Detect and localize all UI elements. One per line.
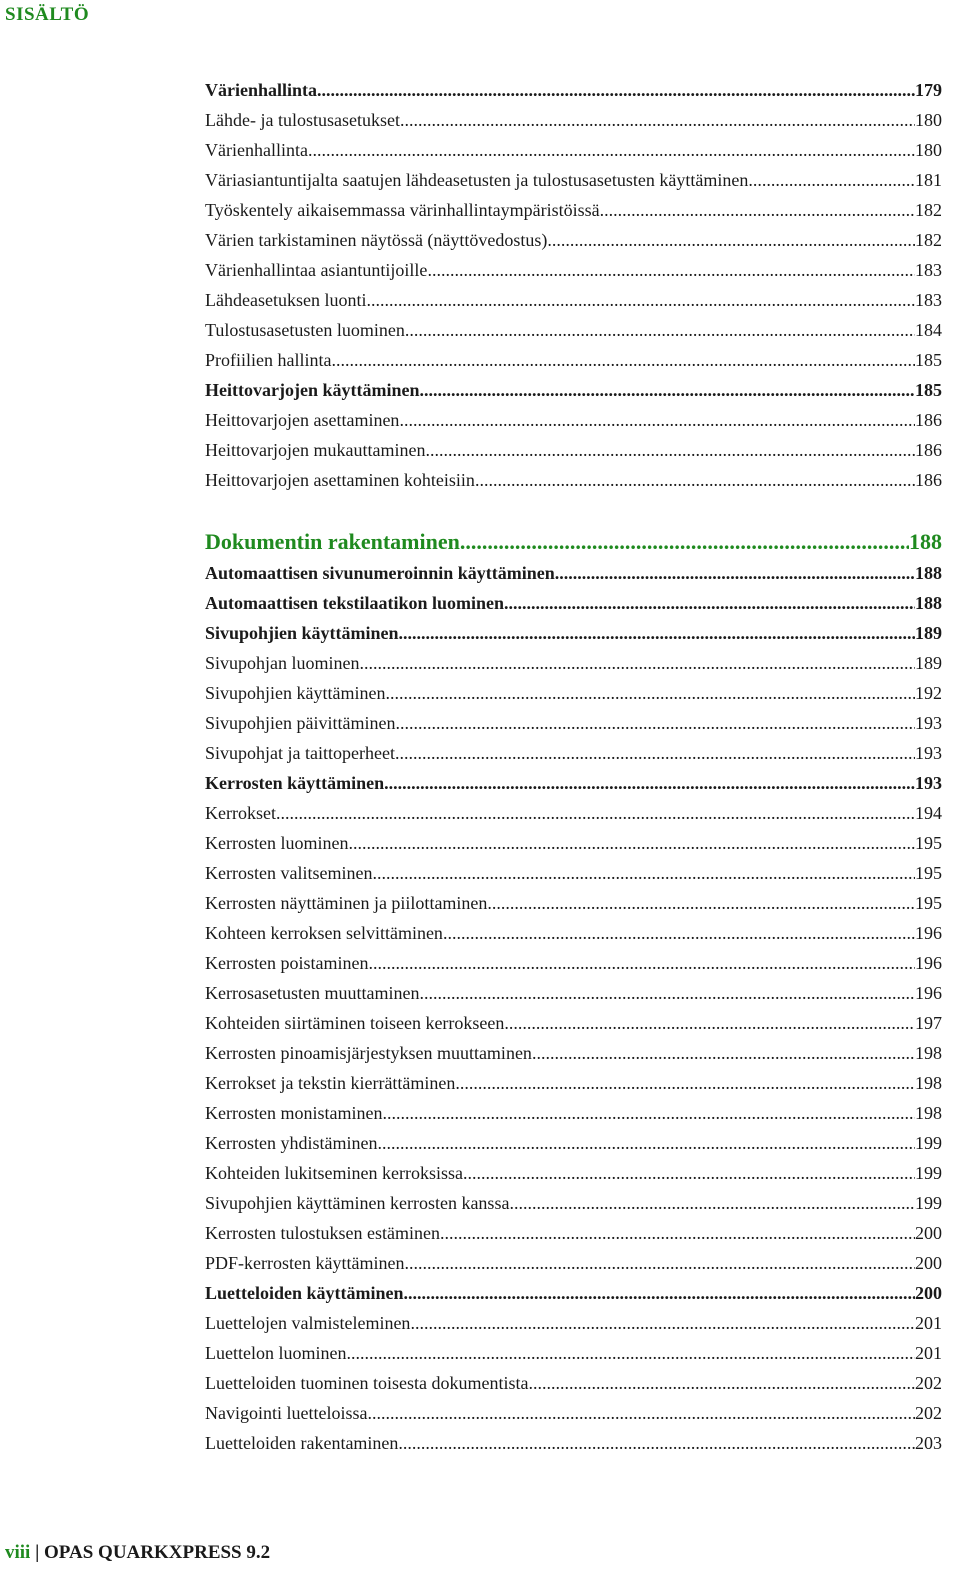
toc-entry-page: 199 xyxy=(915,1133,942,1153)
toc-entry-title: Kerrosten poistaminen xyxy=(205,953,369,973)
toc-entry-page: 197 xyxy=(915,1013,942,1033)
toc-leader-dots xyxy=(384,768,915,798)
toc-leader-dots xyxy=(509,1188,915,1218)
toc-entry-title: Tulostusasetusten luominen xyxy=(205,320,405,340)
toc-entry[interactable] xyxy=(205,978,942,1008)
toc-leader-dots xyxy=(382,1098,915,1128)
toc-entry-title: Heittovarjojen käyttäminen xyxy=(205,380,420,400)
toc-entry-page: 199 xyxy=(915,1193,942,1213)
toc-entry-title: Kerrosten yhdistäminen xyxy=(205,1133,378,1153)
toc-leader-dots xyxy=(419,375,915,405)
toc-entry-title: Kerrosten pinoamisjärjestyksen muuttaminen xyxy=(205,1043,532,1063)
toc-leader-dots xyxy=(532,1038,915,1068)
toc-entry-title: Sivupohjien päivittäminen xyxy=(205,713,396,733)
toc-entry-title: Luettelojen valmisteleminen xyxy=(205,1313,411,1333)
toc-entry-page: 185 xyxy=(915,350,942,370)
toc-entry[interactable] xyxy=(205,828,942,858)
toc-entry-title: Lähdeasetuksen luonti xyxy=(205,290,367,310)
toc-entry-page: 193 xyxy=(915,743,942,763)
toc-entry-page: 198 xyxy=(915,1073,942,1093)
toc-leader-dots xyxy=(600,195,915,225)
toc-entry-title: Automaattisen tekstilaatikon luominen xyxy=(205,593,505,613)
toc-entry[interactable] xyxy=(205,465,942,495)
toc-entry-page: 183 xyxy=(915,260,942,280)
toc-entry-page: 193 xyxy=(915,773,942,793)
toc-entry[interactable] xyxy=(205,1128,942,1158)
toc-entry[interactable] xyxy=(205,195,942,225)
toc-leader-dots xyxy=(317,75,915,105)
toc-entry-title: Heittovarjojen mukauttaminen xyxy=(205,440,426,460)
toc-leader-dots xyxy=(400,105,915,135)
toc-entry-page: 202 xyxy=(915,1373,942,1393)
toc-leader-dots xyxy=(460,525,909,558)
toc-entry[interactable] xyxy=(205,1098,942,1128)
toc-entry-page: 188 xyxy=(915,593,942,613)
toc-entry[interactable] xyxy=(205,708,942,738)
toc-leader-dots xyxy=(399,405,915,435)
toc-entry[interactable] xyxy=(205,375,942,405)
toc-entry-title: PDF-kerrosten käyttäminen xyxy=(205,1253,405,1273)
toc-entry[interactable] xyxy=(205,1218,942,1248)
toc-entry-page: 200 xyxy=(915,1253,942,1273)
toc-entry[interactable] xyxy=(205,135,942,165)
page-header-title: SISÄLTÖ xyxy=(5,4,90,25)
toc-entry-title: Kerrosten luominen xyxy=(205,833,349,853)
toc-leader-dots xyxy=(372,858,915,888)
toc-leader-dots xyxy=(443,918,915,948)
toc-entry[interactable] xyxy=(205,1158,942,1188)
toc-leader-dots xyxy=(555,558,915,588)
toc-entry[interactable] xyxy=(205,558,942,588)
toc-entry[interactable] xyxy=(205,798,942,828)
toc-entry-page: 186 xyxy=(915,410,942,430)
toc-leader-dots xyxy=(475,465,915,495)
toc-entry-title: Sivupohjien käyttäminen xyxy=(205,623,399,643)
toc-entry-title: Kohteen kerroksen selvittäminen xyxy=(205,923,443,943)
toc-entry-page: 203 xyxy=(915,1433,942,1453)
toc-leader-dots xyxy=(528,1368,915,1398)
toc-leader-dots xyxy=(368,948,915,978)
toc-leader-dots xyxy=(404,1248,915,1278)
toc-leader-dots xyxy=(455,1068,915,1098)
toc-entry-title: Lähde- ja tulostusasetukset xyxy=(205,110,400,130)
toc-leader-dots xyxy=(748,165,915,195)
toc-entry-title: Sivupohjan luominen xyxy=(205,653,360,673)
toc-entry-title: Kerrokset ja tekstin kierrättäminen xyxy=(205,1073,456,1093)
toc-leader-dots xyxy=(346,1338,915,1368)
toc-entry[interactable] xyxy=(205,225,942,255)
toc-entry[interactable] xyxy=(205,738,942,768)
footer-page-number: viii xyxy=(5,1542,31,1563)
toc-entry[interactable] xyxy=(205,75,942,105)
toc-entry-title: Luetteloiden käyttäminen xyxy=(205,1283,404,1303)
toc-entry[interactable] xyxy=(205,435,942,465)
toc-entry[interactable] xyxy=(205,1038,942,1068)
toc-entry[interactable] xyxy=(205,648,942,678)
toc-entry[interactable] xyxy=(205,285,942,315)
toc-entry-page: 198 xyxy=(915,1103,942,1123)
toc-leader-dots xyxy=(427,255,915,285)
toc-leader-dots xyxy=(504,588,915,618)
toc-entry-page: 182 xyxy=(915,230,942,250)
toc-leader-dots xyxy=(547,225,915,255)
toc-entry-page: 198 xyxy=(915,1043,942,1063)
toc-entry[interactable] xyxy=(205,1308,942,1338)
toc-entry-page: 193 xyxy=(915,713,942,733)
toc-leader-dots xyxy=(395,708,915,738)
toc-entry-title: Kohteiden lukitseminen kerroksissa xyxy=(205,1163,463,1183)
toc-entry[interactable] xyxy=(205,888,942,918)
page-footer xyxy=(5,1542,270,1564)
toc-entry-title: Automaattisen sivunumeroinnin käyttäminen xyxy=(205,563,555,583)
toc-leader-dots xyxy=(385,678,915,708)
toc-entry-page: 184 xyxy=(915,320,942,340)
toc-chapter-page: 188 xyxy=(909,529,942,554)
toc-entry-title: Kerrosten monistaminen xyxy=(205,1103,383,1123)
toc-entry-page: 182 xyxy=(915,200,942,220)
toc-leader-dots xyxy=(399,618,915,648)
toc-entry[interactable] xyxy=(205,1248,942,1278)
toc-entry[interactable] xyxy=(205,1338,942,1368)
toc-entry[interactable] xyxy=(205,1368,942,1398)
toc-entry[interactable] xyxy=(205,1008,942,1038)
toc-entry-title: Kerrokset xyxy=(205,803,276,823)
toc-entry[interactable] xyxy=(205,618,942,648)
toc-leader-dots xyxy=(405,315,915,345)
toc-entry-title: Kerrosten käyttäminen xyxy=(205,773,385,793)
toc-entry-title: Värien tarkistaminen näytössä (näyttövedostus) xyxy=(205,230,548,250)
toc-entry-title: Värienhallintaa asiantuntijoille xyxy=(205,260,428,280)
toc-section-color-management xyxy=(205,75,942,495)
toc-entry-page: 200 xyxy=(915,1283,942,1303)
toc-entry[interactable] xyxy=(205,1428,942,1458)
toc-entry[interactable] xyxy=(205,768,942,798)
toc-entry[interactable] xyxy=(205,1068,942,1098)
toc-entry-page: 181 xyxy=(915,170,942,190)
toc-entry-page: 180 xyxy=(915,110,942,130)
toc-entry-page: 179 xyxy=(915,80,942,100)
toc-entry-page: 183 xyxy=(915,290,942,310)
toc-leader-dots xyxy=(398,1428,915,1458)
toc-entry-title: Luetteloiden rakentaminen xyxy=(205,1433,399,1453)
toc-entry-page: 201 xyxy=(915,1343,942,1363)
table-of-contents xyxy=(205,75,942,1458)
toc-leader-dots xyxy=(404,1278,915,1308)
toc-entry-title: Sivupohjat ja taittoperheet xyxy=(205,743,395,763)
toc-entry-page: 199 xyxy=(915,1163,942,1183)
toc-entry[interactable] xyxy=(205,105,942,135)
toc-entry-title: Kohteiden siirtäminen toiseen kerrokseen xyxy=(205,1013,505,1033)
toc-entry-title: Sivupohjien käyttäminen kerrosten kanssa xyxy=(205,1193,510,1213)
toc-entry-page: 195 xyxy=(915,893,942,913)
toc-leader-dots xyxy=(367,1398,915,1428)
toc-leader-dots xyxy=(366,285,915,315)
toc-entry-page: 201 xyxy=(915,1313,942,1333)
toc-leader-dots xyxy=(504,1008,915,1038)
toc-chapter-title: Dokumentin rakentaminen xyxy=(205,529,460,554)
toc-entry-page: 180 xyxy=(915,140,942,160)
toc-leader-dots xyxy=(410,1308,915,1338)
toc-entry-title: Värienhallinta xyxy=(205,140,308,160)
toc-entry[interactable] xyxy=(205,1188,942,1218)
toc-entry[interactable] xyxy=(205,405,942,435)
toc-entry[interactable] xyxy=(205,948,942,978)
toc-chapter-heading[interactable] xyxy=(205,525,942,558)
toc-entry[interactable] xyxy=(205,1278,942,1308)
toc-leader-dots xyxy=(348,828,915,858)
toc-entry-page: 192 xyxy=(915,683,942,703)
toc-leader-dots xyxy=(360,648,916,678)
toc-entry-title: Kerrosten näyttäminen ja piilottaminen xyxy=(205,893,488,913)
toc-entry[interactable] xyxy=(205,255,942,285)
toc-entry-title: Väriasiantuntijalta saatujen lähdeasetusten ja tulostusasetusten käyttäminen xyxy=(205,170,749,190)
toc-entry-title: Heittovarjojen asettaminen xyxy=(205,410,400,430)
toc-entry-title: Profiilien hallinta xyxy=(205,350,332,370)
toc-entry-page: 196 xyxy=(915,923,942,943)
toc-leader-dots xyxy=(377,1128,915,1158)
toc-entry-title: Luettelon luominen xyxy=(205,1343,347,1363)
toc-entry-title: Kerrosten tulostuksen estäminen xyxy=(205,1223,440,1243)
toc-entry-page: 202 xyxy=(915,1403,942,1423)
toc-entry[interactable] xyxy=(205,918,942,948)
toc-leader-dots xyxy=(419,978,915,1008)
toc-leader-dots xyxy=(276,798,915,828)
toc-entry-page: 195 xyxy=(915,833,942,853)
toc-entry-title: Kerrosasetusten muuttaminen xyxy=(205,983,420,1003)
toc-entry-title: Värienhallinta xyxy=(205,80,318,100)
toc-leader-dots xyxy=(487,888,915,918)
toc-entry[interactable] xyxy=(205,588,942,618)
toc-leader-dots xyxy=(425,435,915,465)
toc-entry-page: 185 xyxy=(915,380,942,400)
toc-entry-title: Luetteloiden tuominen toisesta dokumentista xyxy=(205,1373,529,1393)
toc-entry-title: Työskentely aikaisemmassa värinhallintaympäristöissä xyxy=(205,200,600,220)
toc-leader-dots xyxy=(440,1218,915,1248)
toc-entry-title: Sivupohjien käyttäminen xyxy=(205,683,386,703)
footer-separator: | xyxy=(30,1542,45,1563)
toc-leader-dots xyxy=(463,1158,915,1188)
toc-entry-page: 196 xyxy=(915,953,942,973)
footer-title: OPAS QUARKXPRESS 9.2 xyxy=(44,1542,271,1563)
toc-entry-page: 186 xyxy=(915,440,942,460)
toc-entry[interactable] xyxy=(205,315,942,345)
toc-entry[interactable] xyxy=(205,165,942,195)
toc-leader-dots xyxy=(308,135,915,165)
toc-entry-title: Kerrosten valitseminen xyxy=(205,863,373,883)
toc-section-document-building xyxy=(205,558,942,1458)
toc-entry[interactable] xyxy=(205,1398,942,1428)
toc-leader-dots xyxy=(395,738,915,768)
toc-entry-page: 195 xyxy=(915,863,942,883)
toc-entry-page: 188 xyxy=(915,563,942,583)
toc-entry[interactable] xyxy=(205,678,942,708)
toc-entry-title: Heittovarjojen asettaminen kohteisiin xyxy=(205,470,475,490)
toc-entry-title: Navigointi luetteloissa xyxy=(205,1403,368,1423)
toc-entry-page: 186 xyxy=(915,470,942,490)
toc-entry-page: 196 xyxy=(915,983,942,1003)
toc-entry[interactable] xyxy=(205,858,942,888)
toc-entry-page: 200 xyxy=(915,1223,942,1243)
toc-entry-page: 189 xyxy=(915,623,942,643)
toc-entry-page: 194 xyxy=(915,803,942,823)
toc-entry[interactable] xyxy=(205,345,942,375)
toc-entry-page: 189 xyxy=(915,653,942,673)
toc-leader-dots xyxy=(331,345,915,375)
